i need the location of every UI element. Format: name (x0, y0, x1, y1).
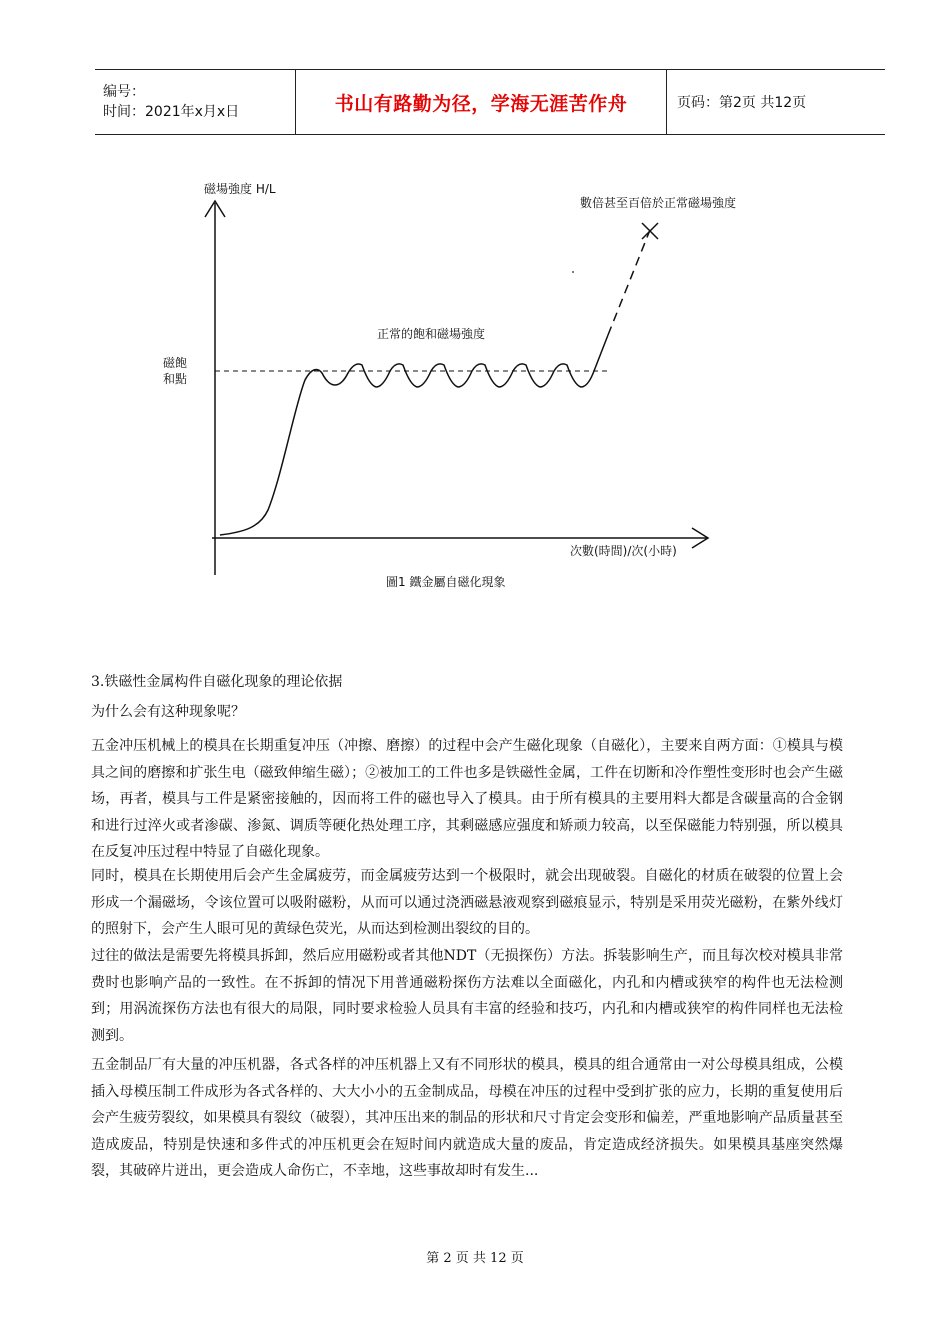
paragraph-text: 五金冲压机械上的模具在长期重复冲压（冲擦、磨擦）的过程中会产生磁化现象（自磁化），主要来自两方面：①模具与模具之间的磨擦和扩张生电（磁致伸缩生磁）；②被加工的工件也多是铁磁性金属，工件在切断和冷作塑性变形时也会产生磁场，再者，模具与工件是紧密接触的，因而将工件的磁也导入了模具。由于所有模具的主要用料大都是含碳量高的合金钢和进行过淬火或者渗碳、渗氮、调质等硬化热处理工序，其剩磁感应强度和矫顽力较高，以至保磁能力特别强，所以模具在反复冲压过程中特显了自磁化现象。 (91, 738, 843, 860)
header-meta (95, 70, 295, 134)
curve-label: 正常的飽和磁場強度 (377, 327, 486, 341)
paragraph-3 (91, 943, 843, 1049)
saturation-label-line2: 和點 (163, 372, 188, 386)
paragraph-text: 五金制品厂有大量的冲压机器，各式各样的冲压机器上又有不同形状的模具，模具的组合通常由一对公母模具组成，公模插入母模压制工件成形为各式各样的、大大小小的五金制成品，母模在冲压的过程中受到扩张的应力，长期的重复使用后会产生疲劳裂纹，如果模具有裂纹（破裂），其冲压出来的制品的形状和尺寸肯定会变形和偏差，严重地影响产品质量甚至造成废品，特别是快速和多件式的冲压机更会在短时间内就造成大量的废品，肯定造成经济损失。如果模具基座突然爆裂，其破碎片迸出，更会造成人命伤亡，不幸地，这些事故却时有发生... (91, 1057, 843, 1179)
x-axis-label: 次數(時間)/次(小時) (570, 544, 677, 558)
number-label: 编号： (103, 84, 145, 100)
header-page-info: 页码：第2页 共12页 (677, 95, 807, 111)
paragraph-text: 过往的做法是需要先将模具拆卸，然后应用磁粉或者其他NDT（无损探伤）方法。拆装影响生产，而且每次校对模具非常费时也影响产品的一致性。在不拆卸的情况下用普通磁粉探伤方法难以全面磁化，内孔和内槽或狭窄的构件也无法检测到；用涡流探伤方法也有很大的局限，同时要求检验人员具有丰富的经验和技巧，内孔和内槽或狭窄的构件同样也无法检测到。 (91, 948, 843, 1044)
paragraph-4 (91, 1052, 843, 1185)
saturation-label-line1: 磁飽 (163, 356, 188, 370)
paragraph-2 (91, 863, 843, 943)
page-footer: 第 2 页 共 12 页 (426, 1251, 524, 1266)
magnetization-curve (220, 335, 608, 535)
paragraph-text: 同时，模具在长期使用后会产生金属疲劳，而金属疲劳达到一个极限时，就会出现破裂。自磁化的材质在破裂的位置上会形成一个漏磁场，令该位置可以吸附磁粉，从而可以通过浇洒磁悬液观察到磁痕显示，特别是采用荧光磁粉，在紫外线灯的照射下，会产生人眼可见的黄绿色荧光，从而达到检测出裂纹的目的。 (91, 868, 843, 937)
self-magnetization-figure (160, 175, 740, 605)
figure-caption: 圖1 鐵金屬自磁化現象 (386, 575, 506, 589)
figure-svg (160, 175, 740, 605)
section-title: 3.铁磁性金属构件自磁化现象的理论依据 (91, 674, 343, 690)
time-label: 时间：2021年x月x日 (103, 104, 240, 120)
stray-dot (572, 271, 574, 273)
y-axis-label: 磁場強度 H/L (204, 182, 276, 196)
question-line: 为什么会有这种现象呢？ (91, 704, 245, 720)
page-header (95, 69, 885, 135)
paragraph-1 (91, 733, 843, 866)
header-motto-cell (295, 70, 667, 134)
motto-text: 书山有路勤为径，学海无涯苦作舟 (334, 92, 628, 115)
peak-label: 數倍甚至百倍於正常磁場強度 (580, 196, 737, 210)
rising-dashed-curve (608, 230, 650, 335)
